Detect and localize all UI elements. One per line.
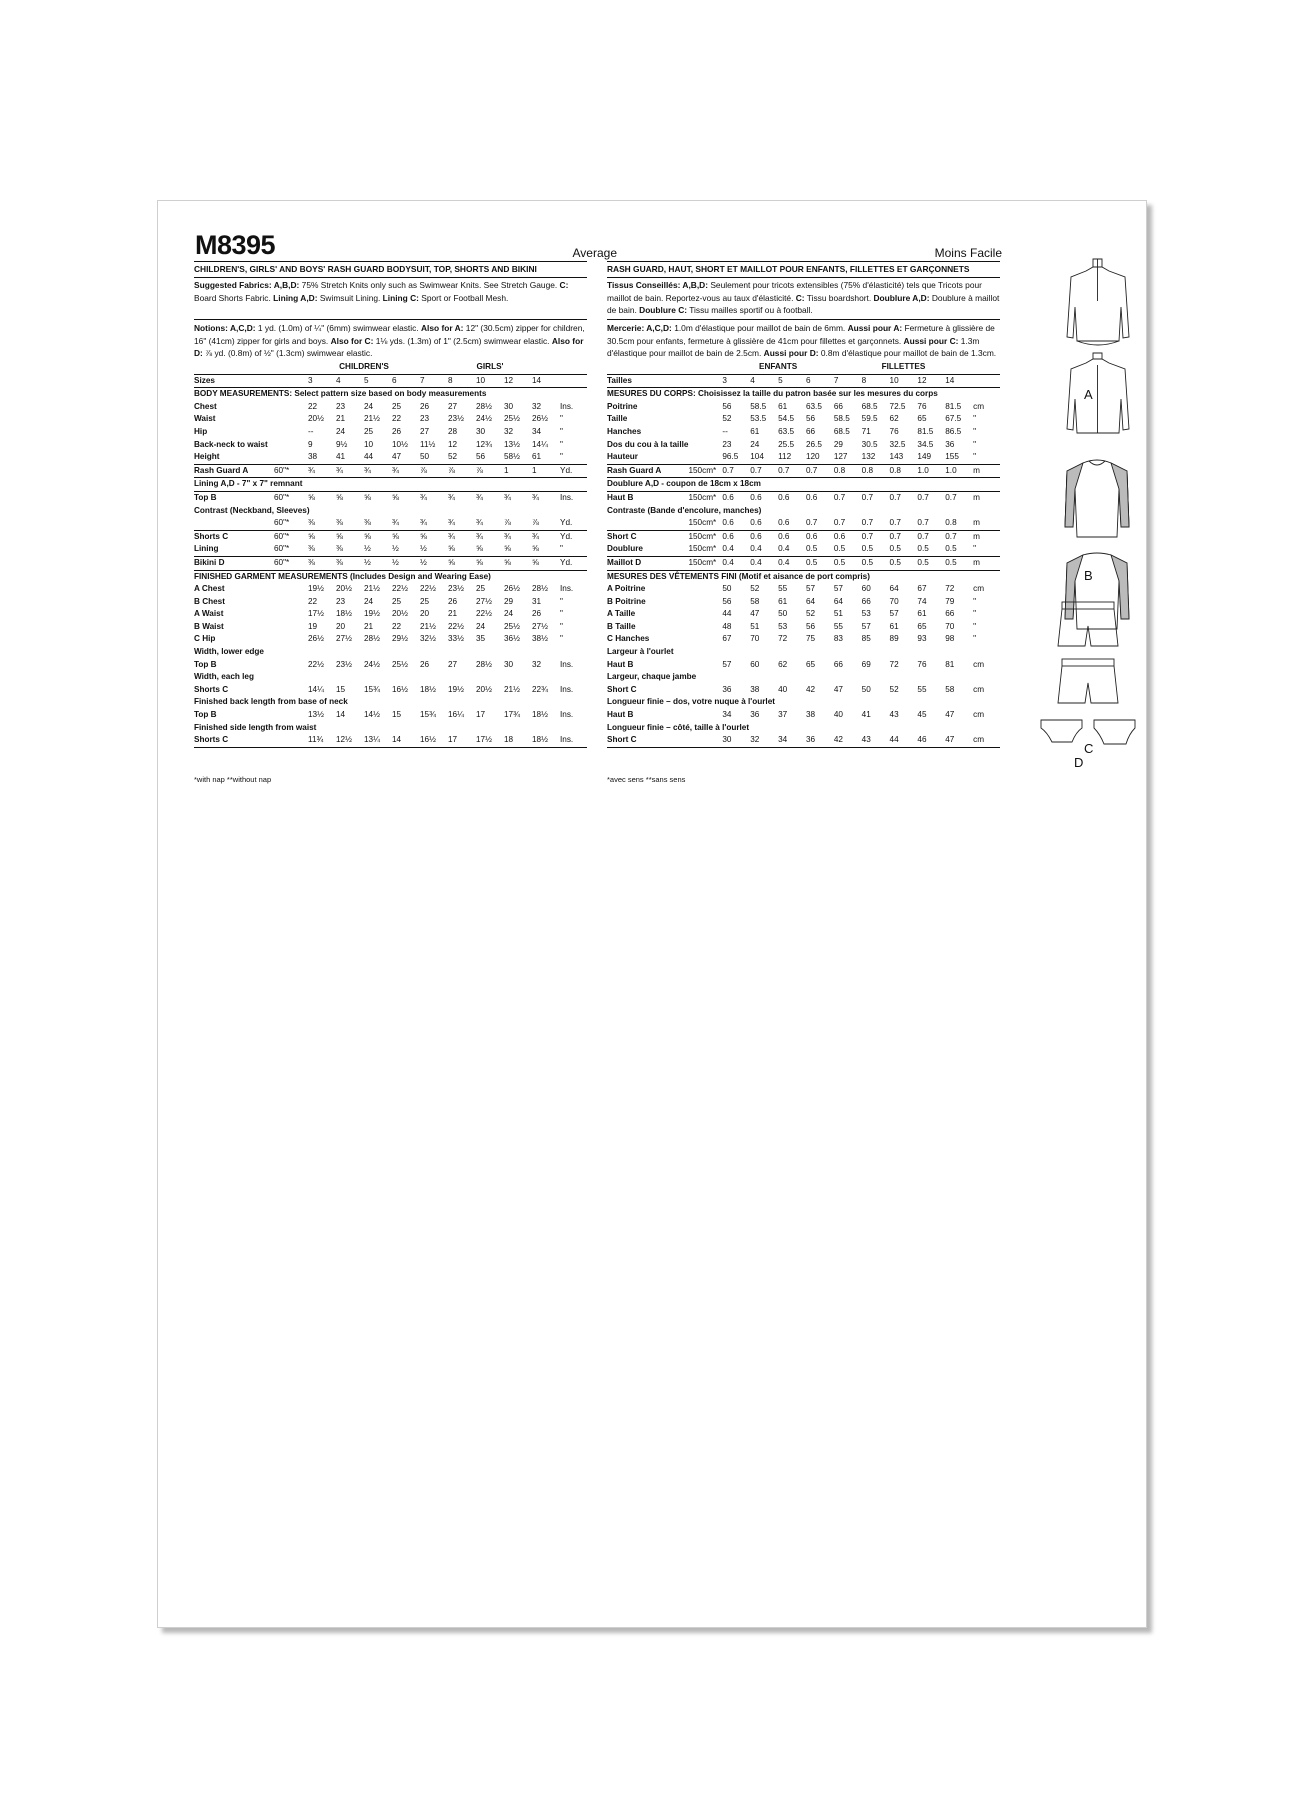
finished-measurement-row: B Taille 48 51 53 56 55 57 61 65 70 "	[607, 621, 977, 631]
body-measurement-row: Hip -- 24 25 26 27 28 30 32 34 "	[194, 426, 563, 436]
skill-level-fr: Moins Facile	[934, 246, 1002, 260]
sizes-row: Sizes 3 4 5 6 7 8 10 12 14	[194, 374, 587, 388]
view-c-front-drawing	[1058, 602, 1118, 646]
footnote-fr: *avec sens **sans sens	[607, 775, 686, 784]
yardage-row: Rash Guard A 150cm* 0.7 0.7 0.7 0.7 0.8 0.8 0.8 1.0 1.0 m	[607, 464, 1000, 478]
size-group-header: CHILDREN'S GIRLS'	[339, 362, 504, 371]
finished-measurement-row: Short C 30 32 34 36 42 43 44 46 47 cm	[607, 734, 1000, 747]
yardage-row: Lining 60"* ⅜ ⅜ ½ ½ ½ ⅝ ⅝ ⅝ ⅝ "	[194, 544, 563, 554]
finished-measurement-row: A Poitrine 50 52 55 57 57 60 64 67 72 cm	[607, 584, 985, 594]
section-heading: MESURES DES VÊTEMENTS FINI (Motif et aisance de port compris)	[607, 570, 1000, 583]
finished-measurement-row: C Hanches 67 70 72 75 83 85 89 93 98 "	[607, 634, 977, 644]
body-measurement-row: Back-neck to waist 9 9½ 10 10½ 11½ 12 12¾ 13½ 14¼ "	[194, 439, 563, 449]
body-measurement-row: Chest 22 23 24 25 26 27 28½ 30 32 Ins.	[194, 401, 574, 411]
body-measurement-row: Waist 20½ 21 21½ 22 23 23½ 24½ 25½ 26½ "	[194, 414, 563, 424]
body-measurement-row: Hanches -- 61 63.5 66 68.5 71 76 81.5 86.5 "	[607, 426, 977, 436]
body-measurement-row: Taille 52 53.5 54.5 56 58.5 59.5 62 65 67.5 "	[607, 414, 977, 424]
body-measurement-row: Height 38 41 44 47 50 52 56 58½ 61 "	[194, 452, 563, 462]
finished-measurement-row: A Waist 17½ 18½ 19½ 20½ 20 21 22½ 24 26 "	[194, 609, 563, 619]
yardage-row: Bikini D 60"* ⅜ ⅜ ½ ½ ½ ⅝ ⅝ ⅝ ⅝ Yd.	[194, 556, 587, 570]
finished-measurement-row: Haut B 34 36 37 38 40 41 43 45 47 cm	[607, 710, 985, 720]
section-heading: Doublure A,D - coupon de 18cm x 18cm	[607, 478, 1000, 492]
rule	[607, 277, 1000, 278]
title-rule-en	[194, 261, 587, 262]
view-a-front-drawing	[1067, 259, 1129, 345]
view-d-front-drawing	[1041, 720, 1082, 742]
rule	[194, 277, 587, 278]
body-measurement-row: Dos du cou à la taille 23 24 25.5 26.5 29 30.5 32.5 34.5 36 "	[607, 439, 977, 449]
size-group-header: ENFANTS FILLETTES	[758, 362, 926, 371]
yardage-row: Shorts C 60"* ⅝ ⅝ ⅝ ⅝ ⅝ ¾ ¾ ¾ ¾ Yd.	[194, 530, 587, 543]
yardage-row: Rash Guard A 60"* ¾ ¾ ¾ ¾ ⅞ ⅞ ⅞ 1 1 Yd.	[194, 464, 587, 478]
section-heading: Largeur, chaque jambe	[607, 672, 697, 682]
section-heading: Longueur finie – dos, votre nuque à l'ourlet	[607, 697, 775, 707]
fabrics-fr: Tissus Conseillés: A,B,D: Seulement pour tricots extensibles (75% d'élasticité) tels que Tricots pour maillot de bain. Reportez-vous au taux d'élasticité. C: Tissu boardshort. Doublure A,D: Doublure à maillot de bain. Doublure C: Tissu mailles sportif ou à football.	[607, 280, 1000, 316]
technical-drawings-lower	[1038, 596, 1138, 756]
finished-measurement-row: Haut B 57 60 62 65 66 69 72 76 81 cm	[607, 659, 985, 669]
rule	[194, 319, 587, 320]
view-b-front-drawing	[1065, 460, 1129, 537]
body-measurement-row: Hauteur 96.5 104 112 120 127 132 143 149 155 "	[607, 452, 977, 462]
title-fr: RASH GUARD, HAUT, SHORT ET MAILLOT POUR ENFANTS, FILLETTES ET GARÇONNETS	[607, 264, 970, 274]
view-label-b: B	[1084, 568, 1093, 583]
yardage-row: Top B 60"* ⅝ ⅝ ⅝ ⅝ ¾ ¾ ¾ ¾ ¾ Ins.	[194, 491, 587, 504]
finished-measurement-row: B Chest 22 23 24 25 25 26 27½ 29 31 "	[194, 596, 563, 606]
section-heading: Finished side length from waist	[194, 722, 317, 732]
finished-measurement-row: B Waist 19 20 21 22 21½ 22½ 24 25½ 27½ "	[194, 621, 563, 631]
section-heading: Largeur à l'ourlet	[607, 647, 674, 657]
finished-measurement-row: Shorts C 14¼ 15 15¾ 16½ 18½ 19½ 20½ 21½ 22¾ Ins.	[194, 684, 574, 694]
yardage-row: 150cm* 0.6 0.6 0.6 0.7 0.7 0.7 0.7 0.7 0.8 m	[688, 518, 980, 528]
pattern-envelope-back	[157, 200, 1147, 1628]
section-heading: Width, lower edge	[194, 647, 264, 657]
rule	[607, 319, 1000, 320]
yardage-row: Haut B 150cm* 0.6 0.6 0.6 0.6 0.7 0.7 0.7 0.7 0.7 m	[607, 491, 1000, 504]
section-heading: FINISHED GARMENT MEASUREMENTS (Includes Design and Wearing Ease)	[194, 570, 587, 583]
finished-measurement-row: Short C 36 38 40 42 47 50 52 55 58 cm	[607, 684, 985, 694]
section-heading: Width, each leg	[194, 672, 254, 682]
finished-measurement-row: Top B 22½ 23½ 24½ 25½ 26 27 28½ 30 32 Ins.	[194, 659, 574, 669]
section-heading: Finished back length from base of neck	[194, 697, 348, 707]
section-heading: Longueur finie – côté, taille à l'ourlet	[607, 722, 750, 732]
sizes-row: Tailles 3 4 5 6 7 8 10 12 14	[607, 374, 1000, 388]
pattern-number: M8395	[195, 230, 276, 260]
view-d-back-drawing	[1094, 720, 1135, 744]
measurement-table-fr	[607, 361, 1000, 748]
view-label-a: A	[1084, 387, 1093, 402]
finished-measurement-row: B Poitrine 56 58 61 64 64 66 70 74 79 "	[607, 596, 977, 606]
yardage-row: 60"* ⅜ ⅜ ⅜ ¾ ¾ ¾ ¾ ⅞ ⅞ Yd.	[274, 518, 573, 528]
yardage-row: Maillot D 150cm* 0.4 0.4 0.4 0.5 0.5 0.5 0.5 0.5 0.5 m	[607, 556, 1000, 570]
view-label-c: C	[1084, 741, 1094, 756]
section-heading: Contraste (Bande d'encolure, manches)	[607, 505, 762, 515]
section-heading: Lining A,D - 7" x 7" remnant	[194, 478, 587, 492]
yardage-row: Doublure 150cm* 0.4 0.4 0.4 0.5 0.5 0.5 0.5 0.5 0.5 "	[607, 544, 977, 554]
section-heading: Contrast (Neckband, Sleeves)	[194, 505, 310, 515]
section-heading: BODY MEASUREMENTS: Select pattern size based on body measurements	[194, 388, 587, 401]
title-en: CHILDREN'S, GIRLS' AND BOYS' RASH GUARD BODYSUIT, TOP, SHORTS AND BIKINI	[194, 264, 537, 274]
finished-measurement-row: Top B 13½ 14 14½ 15 15¾ 16¼ 17 17¾ 18½ Ins.	[194, 710, 574, 720]
section-heading: MESURES DU CORPS: Choisissez la taille du patron basée sur les mesures du corps	[607, 388, 1000, 401]
notions-fr: Mercerie: A,C,D: 1.0m d'élastique pour maillot de bain de 6mm. Aussi pour A: Fermeture à glissière de 30.5cm pour enfants, fermeture à glissière de 41cm pour fillettes et garçonnets. Aussi pour C: 1.3m d'élastique pour maillot de bain de 2.5cm. Aussi pour D: 0.8m d'élastique pour maillot de bain de 1.3cm.	[607, 323, 997, 359]
skill-level-en: Average	[572, 246, 617, 260]
finished-measurement-row: Shorts C 11¾ 12½ 13¼ 14 16½ 17 17½ 18 18½ Ins.	[194, 734, 587, 747]
fabrics-en: Suggested Fabrics: A,B,D: 75% Stretch Knits only such as Swimwear Knits. See Stretch Gauge. C: Board Shorts Fabric. Lining A,D: Swimsuit Lining. Lining C: Sport or Football Mesh.	[194, 280, 569, 303]
yardage-row: Short C 150cm* 0.6 0.6 0.6 0.6 0.6 0.7 0.7 0.7 0.7 m	[607, 530, 1000, 543]
view-label-d: D	[1074, 755, 1084, 770]
finished-measurement-row: A Chest 19½ 20½ 21½ 22½ 22½ 23½ 25 26½ 28½ Ins.	[194, 584, 574, 594]
body-measurement-row: Poitrine 56 58.5 61 63.5 66 68.5 72.5 76 81.5 cm	[607, 401, 985, 411]
view-a-back-drawing	[1067, 353, 1129, 433]
title-rule-fr	[607, 261, 1000, 262]
finished-measurement-row: A Taille 44 47 50 52 51 53 57 61 66 "	[607, 609, 977, 619]
measurement-table-en	[194, 361, 587, 748]
footnote-en: *with nap **without nap	[194, 775, 272, 784]
notions-en: Notions: A,C,D: 1 yd. (1.0m) of ¼" (6mm) swimwear elastic. Also for A: 12" (30.5cm) zipper for children, 16" (41cm) zipper for girls and boys. Also for C: 1⅛ yds. (1.3m) of 1" (2.5cm) swimwear elastic. Also for D: ⅞ yd. (0.8m) of ½" (1.3cm) swimwear elastic.	[194, 323, 585, 359]
view-c-back-drawing	[1058, 659, 1118, 703]
finished-measurement-row: C Hip 26½ 27½ 28½ 29½ 32½ 33½ 35 36½ 38½ "	[194, 634, 563, 644]
